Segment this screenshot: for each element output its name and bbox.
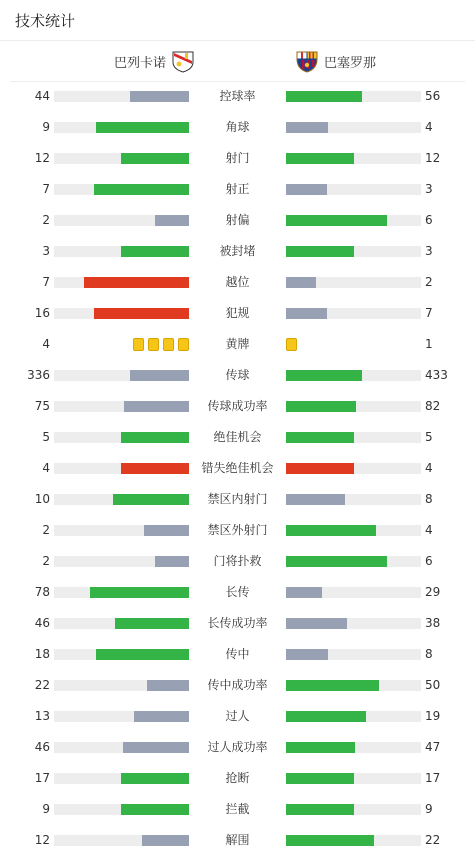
away-stat-bar-fill [286, 401, 356, 412]
home-stat-value: 2 [42, 213, 50, 227]
away-stat-bar-fill [286, 277, 316, 288]
away-stat-bar-fill [286, 773, 354, 784]
home-stat-value: 3 [42, 244, 50, 258]
away-stat-bar-fill [286, 91, 362, 102]
away-stat-value: 4 [425, 461, 433, 475]
home-team[interactable] [114, 41, 200, 81]
away-stat-value: 56 [425, 89, 441, 103]
home-stat-bar-track [54, 432, 189, 443]
stat-row [0, 825, 475, 856]
away-stat-bar-track [286, 494, 421, 505]
home-stat-bar-track [54, 804, 189, 815]
home-stat-bar-fill [142, 835, 189, 846]
stat-row [0, 670, 475, 701]
yellow-card-icon [163, 338, 174, 351]
stat-label: 传中成功率 [207, 678, 268, 692]
stat-row [0, 236, 475, 267]
away-stat-bar-fill [286, 525, 376, 536]
away-stat-value: 5 [425, 430, 433, 444]
away-stat-bar-fill [286, 680, 379, 691]
stat-row [0, 453, 475, 484]
page-header [0, 0, 475, 41]
home-stat-bar-fill [113, 494, 189, 505]
away-stat-value: 8 [425, 647, 433, 661]
stat-row [0, 205, 475, 236]
stat-label: 射正 [225, 182, 250, 196]
home-stat-value: 336 [27, 368, 50, 382]
stat-row [0, 81, 475, 112]
stat-row [0, 732, 475, 763]
away-stat-bar-fill [286, 432, 354, 443]
home-stat-value: 22 [34, 678, 50, 692]
home-stat-bar-fill [121, 246, 189, 257]
stats-list [0, 81, 475, 856]
away-stat-bar-track [286, 525, 421, 536]
home-team-crest-icon [171, 49, 195, 73]
away-stat-bar-track [286, 835, 421, 846]
home-stat-bar-track [54, 463, 189, 474]
away-stat-bar-track [286, 680, 421, 691]
home-stat-bar-track [54, 525, 189, 536]
stat-row [0, 546, 475, 577]
home-stat-bar-track [54, 742, 189, 753]
away-team-name: 巴塞罗那 [324, 55, 377, 71]
home-stat-bar-track [54, 401, 189, 412]
home-stat-bar-track [54, 277, 189, 288]
away-stat-bar-fill [286, 370, 362, 381]
away-stat-value: 3 [425, 182, 433, 196]
home-yellow-cards [133, 338, 189, 351]
stat-row [0, 112, 475, 143]
away-stat-value: 4 [425, 523, 433, 537]
stat-label: 传中 [225, 647, 250, 661]
stat-label: 长传 [225, 585, 250, 599]
stat-label: 解围 [225, 833, 250, 847]
away-stat-bar-track [286, 649, 421, 660]
away-stat-bar-track [286, 587, 421, 598]
stat-label: 黄牌 [225, 337, 250, 351]
home-stat-bar-fill [134, 711, 189, 722]
home-stat-value: 7 [42, 182, 50, 196]
away-stat-bar-fill [286, 122, 328, 133]
stat-row [0, 422, 475, 453]
away-stat-value: 38 [425, 616, 441, 630]
home-stat-bar-track [54, 308, 189, 319]
home-stat-bar-fill [121, 432, 189, 443]
stat-row [0, 267, 475, 298]
away-stat-value: 29 [425, 585, 441, 599]
home-stat-value: 78 [34, 585, 50, 599]
home-stat-bar-fill [90, 587, 189, 598]
away-stat-value: 433 [425, 368, 448, 382]
home-stat-value: 12 [34, 151, 50, 165]
home-stat-bar-track [54, 215, 189, 226]
home-stat-bar-fill [94, 184, 189, 195]
stat-label: 犯规 [225, 306, 250, 320]
away-stat-bar-track [286, 618, 421, 629]
home-stat-bar-fill [147, 680, 189, 691]
home-stat-bar-track [54, 494, 189, 505]
away-stat-bar-fill [286, 494, 345, 505]
home-stat-value: 75 [34, 399, 50, 413]
away-stat-bar-fill [286, 649, 328, 660]
stat-label: 错失绝佳机会 [201, 461, 274, 475]
away-stat-bar-track [286, 246, 421, 257]
home-stat-bar-fill [124, 401, 189, 412]
home-stat-bar-fill [155, 215, 189, 226]
away-stat-value: 47 [425, 740, 441, 754]
stat-label: 越位 [225, 275, 250, 289]
away-stat-value: 4 [425, 120, 433, 134]
away-stat-bar-fill [286, 742, 355, 753]
away-stat-value: 12 [425, 151, 441, 165]
home-stat-value: 13 [34, 709, 50, 723]
home-stat-bar-track [54, 618, 189, 629]
away-team-crest-icon [295, 49, 319, 73]
yellow-card-icon [178, 338, 189, 351]
away-stat-bar-track [286, 215, 421, 226]
away-stat-value: 17 [425, 771, 441, 785]
away-stat-bar-fill [286, 618, 347, 629]
stat-label: 角球 [225, 120, 250, 134]
home-stat-bar-track [54, 184, 189, 195]
home-stat-value: 4 [42, 461, 50, 475]
away-stat-bar-fill [286, 835, 374, 846]
stat-row [0, 484, 475, 515]
stat-row [0, 174, 475, 205]
stat-row [0, 391, 475, 422]
away-stat-bar-fill [286, 153, 354, 164]
away-stat-value: 1 [425, 337, 433, 351]
home-stat-value: 12 [34, 833, 50, 847]
stat-label: 过人成功率 [207, 740, 268, 754]
stat-label: 射偏 [225, 213, 250, 227]
home-stat-bar-fill [96, 122, 189, 133]
away-stat-value: 9 [425, 802, 433, 816]
away-stat-bar-track [286, 432, 421, 443]
home-stat-value: 7 [42, 275, 50, 289]
home-stat-bar-fill [84, 277, 189, 288]
stat-row [0, 794, 475, 825]
yellow-card-icon [148, 338, 159, 351]
away-stat-value: 2 [425, 275, 433, 289]
away-stat-value: 7 [425, 306, 433, 320]
stat-row [0, 329, 475, 360]
home-stat-bar-fill [121, 463, 189, 474]
home-stat-value: 5 [42, 430, 50, 444]
stat-row [0, 639, 475, 670]
home-stat-bar-track [54, 649, 189, 660]
home-stat-value: 16 [34, 306, 50, 320]
home-stat-bar-fill [121, 804, 189, 815]
home-stat-value: 18 [34, 647, 50, 661]
stat-label: 传球 [225, 368, 250, 382]
home-stat-bar-track [54, 711, 189, 722]
away-stat-bar-track [286, 184, 421, 195]
stat-row [0, 515, 475, 546]
stat-row [0, 701, 475, 732]
away-stat-bar-track [286, 370, 421, 381]
home-stat-value: 2 [42, 523, 50, 537]
stat-label: 绝佳机会 [213, 430, 262, 444]
away-stat-value: 8 [425, 492, 433, 506]
home-stat-bar-fill [130, 370, 189, 381]
stat-row [0, 608, 475, 639]
away-stat-bar-track [286, 556, 421, 567]
home-stat-bar-track [54, 246, 189, 257]
away-stat-value: 3 [425, 244, 433, 258]
away-stat-bar-track [286, 773, 421, 784]
yellow-card-icon [286, 338, 297, 351]
home-stat-bar-fill [155, 556, 189, 567]
home-stat-bar-fill [115, 618, 189, 629]
away-stat-bar-fill [286, 556, 387, 567]
away-stat-bar-track [286, 804, 421, 815]
home-stat-bar-track [54, 556, 189, 567]
stat-label: 禁区外射门 [207, 523, 268, 537]
away-stat-bar-fill [286, 587, 322, 598]
stat-label: 传球成功率 [207, 399, 268, 413]
yellow-card-icon [133, 338, 144, 351]
away-stat-bar-fill [286, 246, 354, 257]
away-stat-value: 50 [425, 678, 441, 692]
home-stat-bar-track [54, 835, 189, 846]
stat-row [0, 360, 475, 391]
home-stat-bar-fill [121, 153, 189, 164]
stat-row [0, 763, 475, 794]
home-stat-bar-fill [94, 308, 189, 319]
home-stat-value: 46 [34, 740, 50, 754]
stat-row [0, 298, 475, 329]
home-stat-bar-track [54, 153, 189, 164]
stat-label: 拦截 [225, 802, 250, 816]
home-stat-value: 2 [42, 554, 50, 568]
home-stat-bar-fill [123, 742, 189, 753]
away-stat-bar-track [286, 711, 421, 722]
away-stat-bar-fill [286, 804, 354, 815]
away-stat-value: 82 [425, 399, 441, 413]
away-stat-bar-track [286, 308, 421, 319]
page-title: 技术统计 [15, 11, 76, 30]
stat-label: 被封堵 [219, 244, 256, 258]
away-stat-value: 19 [425, 709, 441, 723]
home-stat-value: 4 [42, 337, 50, 351]
home-stat-bar-track [54, 587, 189, 598]
stat-label: 禁区内射门 [207, 492, 268, 506]
away-stat-bar-fill [286, 308, 327, 319]
home-stat-bar-fill [144, 525, 189, 536]
away-stat-bar-track [286, 401, 421, 412]
away-stat-bar-track [286, 742, 421, 753]
home-stat-value: 9 [42, 802, 50, 816]
away-stat-bar-track [286, 277, 421, 288]
teams-row [10, 41, 465, 82]
away-yellow-cards [286, 338, 297, 351]
stat-label: 门将扑救 [213, 554, 262, 568]
away-stat-bar-fill [286, 711, 366, 722]
home-stat-bar-fill [96, 649, 189, 660]
stat-label: 控球率 [219, 89, 256, 103]
home-stat-bar-track [54, 91, 189, 102]
stat-label: 长传成功率 [207, 616, 268, 630]
home-stat-value: 46 [34, 616, 50, 630]
home-stat-bar-fill [121, 773, 189, 784]
away-stat-value: 6 [425, 213, 433, 227]
home-stat-value: 17 [34, 771, 50, 785]
stat-label: 射门 [225, 151, 250, 165]
away-stat-bar-track [286, 153, 421, 164]
away-stat-value: 6 [425, 554, 433, 568]
away-stat-bar-fill [286, 184, 327, 195]
home-stat-value: 44 [34, 89, 50, 103]
home-team-name: 巴列卡诺 [114, 55, 167, 71]
stat-label: 抢断 [225, 771, 250, 785]
home-stat-value: 9 [42, 120, 50, 134]
home-stat-bar-track [54, 773, 189, 784]
away-stat-bar-track [286, 91, 421, 102]
away-team[interactable] [290, 41, 376, 81]
home-stat-value: 10 [34, 492, 50, 506]
away-stat-bar-track [286, 463, 421, 474]
home-stat-bar-fill [130, 91, 189, 102]
away-stat-bar-fill [286, 463, 354, 474]
stat-row [0, 143, 475, 174]
home-stat-bar-track [54, 122, 189, 133]
home-stat-bar-track [54, 680, 189, 691]
away-stat-value: 22 [425, 833, 441, 847]
stat-row [0, 577, 475, 608]
stat-label: 过人 [225, 709, 250, 723]
home-stat-bar-track [54, 370, 189, 381]
away-stat-bar-track [286, 122, 421, 133]
away-stat-bar-fill [286, 215, 387, 226]
